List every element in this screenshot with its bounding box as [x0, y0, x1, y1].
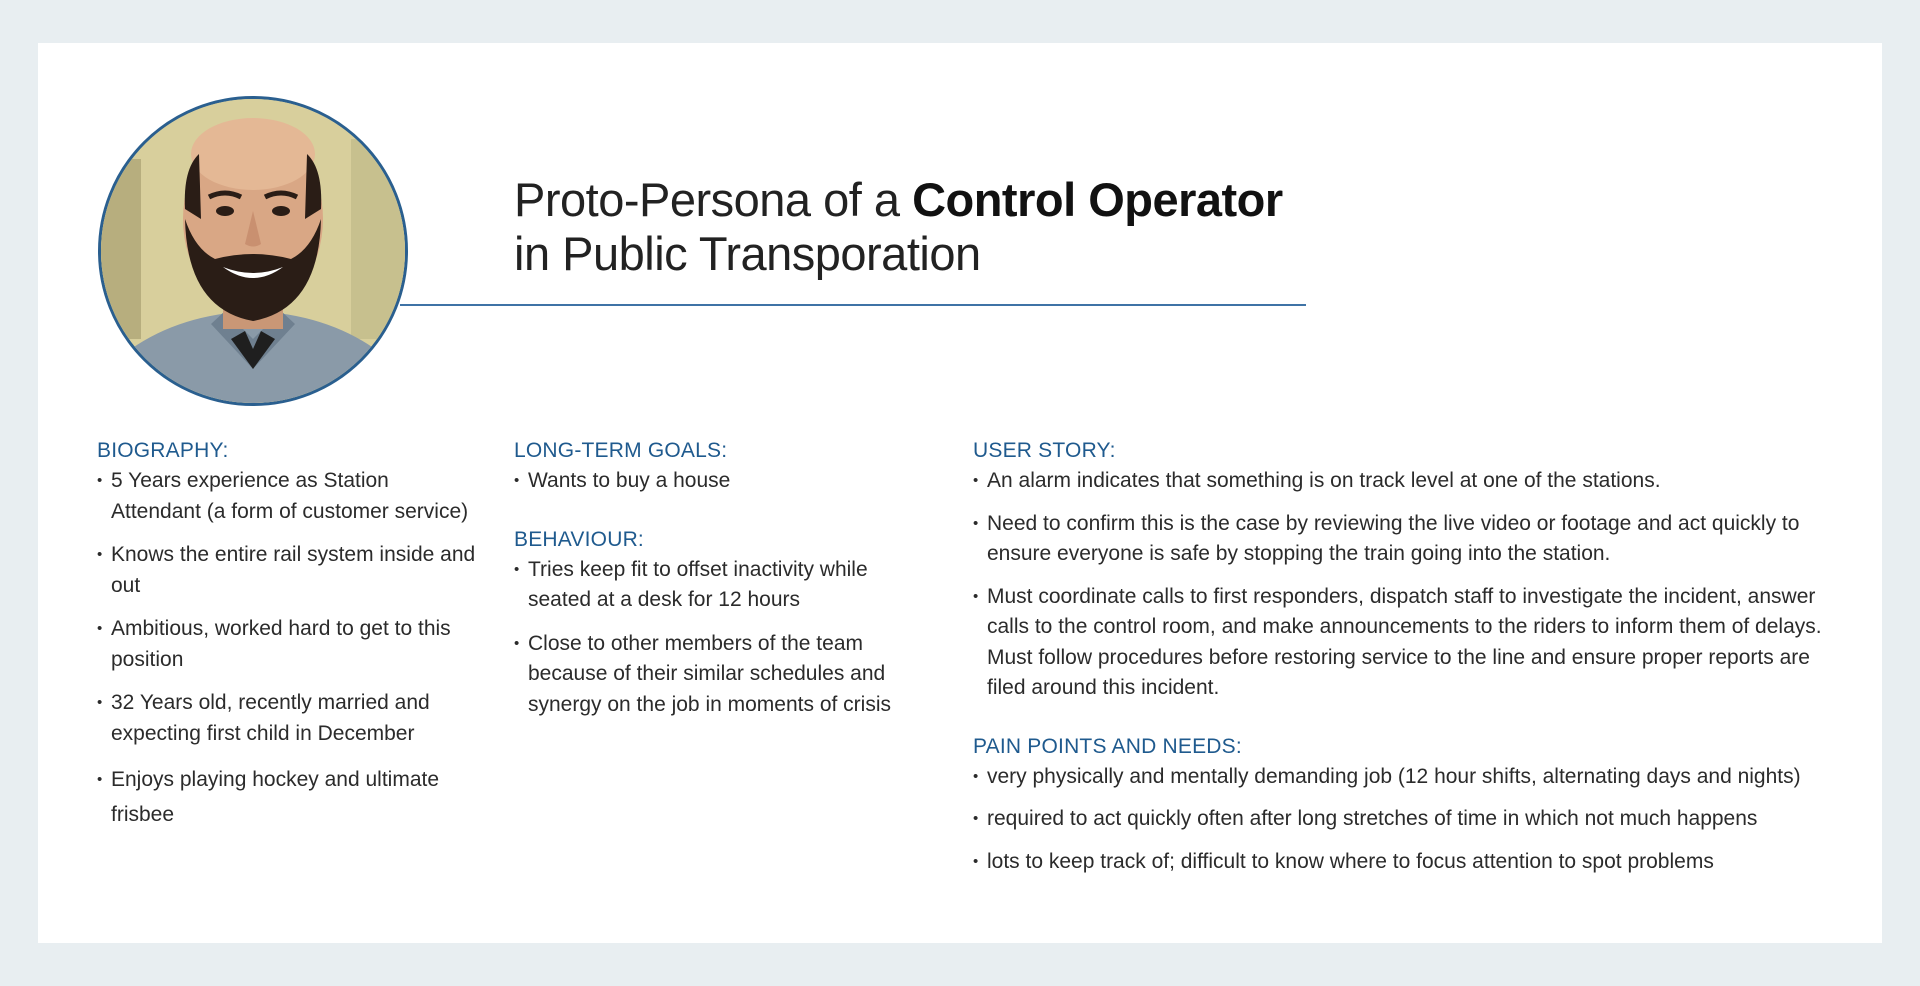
behaviour-list	[514, 555, 924, 721]
user-story-list	[973, 466, 1853, 704]
list-item: • Must coordinate calls to first responders, dispatch staff to investigate the incident, answer calls to the control room, and make announcements to the riders to inform them of delays. Must follow procedures before restoring service to the line and ensure proper reports are filed around this incident.	[973, 582, 1853, 704]
pain-points-heading: PAIN POINTS AND NEEDS:	[973, 734, 1242, 758]
list-item: • lots to keep track of; difficult to know where to focus attention to spot problems	[973, 847, 1853, 878]
title-line-2: in Public Transporation	[514, 227, 981, 280]
title-line-1	[514, 173, 1283, 227]
persona-photo	[98, 96, 408, 406]
list-item: • Knows the entire rail system inside and out	[97, 540, 477, 601]
title-divider	[400, 304, 1306, 306]
title-role: Control Operator	[912, 173, 1283, 226]
list-item: • Ambitious, worked hard to get to this position	[97, 614, 477, 675]
goals-heading: LONG-TERM GOALS:	[514, 439, 728, 462]
list-item: • required to act quickly often after long stretches of time in which not much happens	[973, 804, 1853, 835]
list-item: • very physically and mentally demanding job (12 hour shifts, alternating days and nights)	[973, 762, 1853, 793]
list-item: • Tries keep fit to offset inactivity while seated at a desk for 12 hours	[514, 555, 924, 616]
persona-portrait-image	[101, 99, 405, 403]
behaviour-heading: BEHAVIOUR:	[514, 527, 644, 551]
user-story-heading: USER STORY:	[973, 439, 1116, 462]
goals-list	[514, 466, 924, 497]
goals-behaviour-column	[514, 436, 924, 733]
story-pain-column	[973, 436, 1853, 889]
persona-card	[38, 43, 1882, 943]
biography-column	[97, 436, 477, 845]
page-title	[514, 173, 1283, 281]
biography-list	[97, 466, 477, 832]
biography-heading: BIOGRAPHY:	[97, 439, 229, 462]
list-item: • Enjoys playing hockey and ultimate frisbee	[97, 762, 477, 832]
list-item: • 5 Years experience as Station Attendant (a form of customer service)	[97, 466, 477, 527]
list-item: • Wants to buy a house	[514, 466, 924, 497]
list-item: • An alarm indicates that something is on track level at one of the stations.	[973, 466, 1853, 497]
list-item: • Close to other members of the team because of their similar schedules and synergy on the job in moments of crisis	[514, 629, 924, 721]
list-item: • 32 Years old, recently married and expecting first child in December	[97, 688, 477, 749]
list-item: • Need to confirm this is the case by reviewing the live video or footage and act quickly to ensure everyone is safe by stopping the train going into the station.	[973, 509, 1853, 570]
title-prefix: Proto-Persona of a	[514, 173, 913, 226]
pain-points-list	[973, 762, 1853, 878]
